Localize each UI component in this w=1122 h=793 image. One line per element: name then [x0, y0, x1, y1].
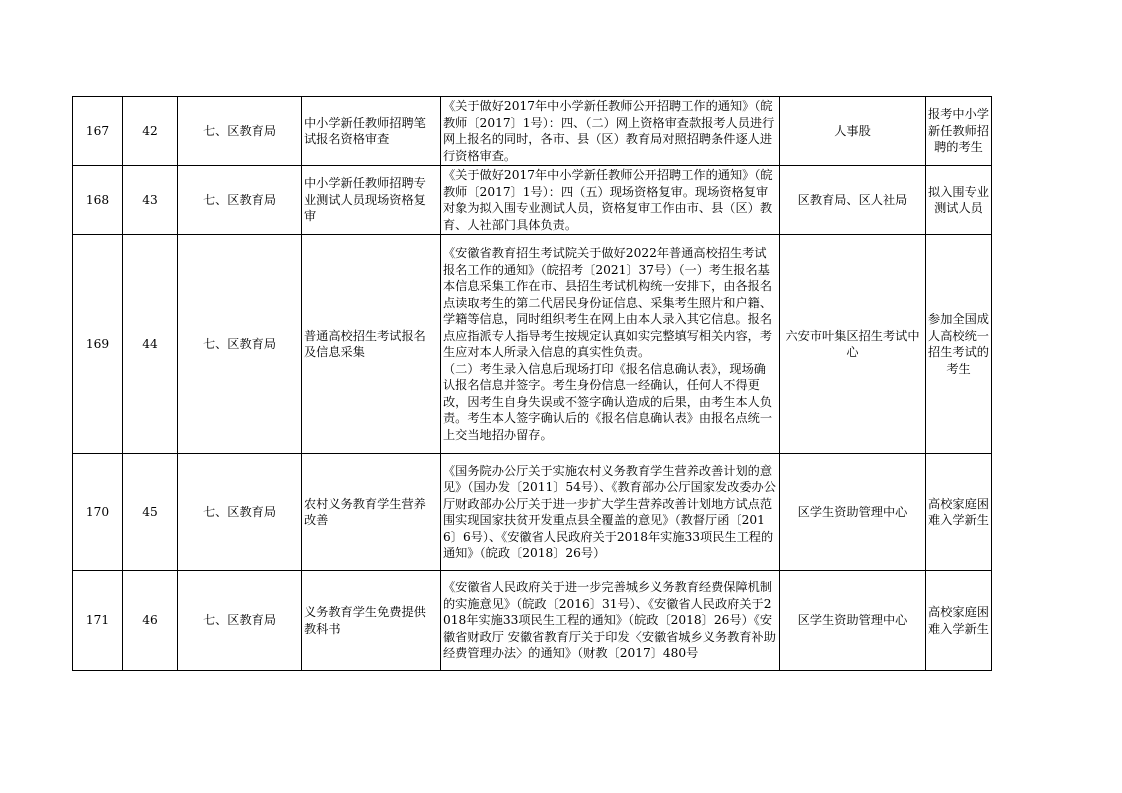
- sub-number: 44: [123, 235, 178, 454]
- sub-number: 46: [123, 571, 178, 671]
- row-number: 170: [73, 454, 123, 571]
- target-group: 高校家庭困难入学新生: [926, 454, 992, 571]
- responsible-org: 人事股: [780, 97, 926, 166]
- legal-basis: [441, 166, 780, 235]
- basis-paragraph: 《安徽省人民政府关于进一步完善城乡义务教育经费保障机制的实施意见》（皖政〔2016〕31号）、《安徽省人民政府关于2018年实施33项民生工程的通知》（皖政〔2018〕26号）《安徽省财政厅 安徽省教育厅关于印发〈安徽省城乡义务教育补助经费管理办法〉的通知》（财教〔2017〕480号: [443, 580, 776, 661]
- sub-number: 45: [123, 454, 178, 571]
- legal-basis: [441, 571, 780, 671]
- basis-paragraph: 《安徽省教育招生考试院关于做好2022年普通高校招生考试报名工作的通知》（皖招考〔2021〕37号）（一）考生报名基本信息采集工作在市、县招生考试机构统一安排下，由各报名点读取考生的第二代居民身份证信息、采集考生照片和户籍、学籍等信息，同时组织考生在网上由本人录入其它信息。报名点应指派专人指导考生按规定认真如实完整填写相关内容，考生应对本人所录入信息的真实性负责。: [443, 246, 773, 359]
- table-row: [73, 97, 992, 166]
- department: 七、区教育局: [178, 97, 302, 166]
- department: 七、区教育局: [178, 235, 302, 454]
- row-number: 169: [73, 235, 123, 454]
- department: 七、区教育局: [178, 166, 302, 235]
- sub-number: 42: [123, 97, 178, 166]
- responsible-org: 区学生资助管理中心: [780, 571, 926, 671]
- legal-basis: [441, 454, 780, 571]
- target-group: 拟入围专业测试人员: [926, 166, 992, 235]
- department: 七、区教育局: [178, 454, 302, 571]
- basis-paragraph: 《国务院办公厅关于实施农村义务教育学生营养改善计划的意见》（国办发〔2011〕54号）、《教育部办公厅国家发改委办公厅财政部办公厅关于进一步扩大学生营养改善计划地方试点范围实现国家扶贫开发重点县全覆盖的意见》（教督厅函〔2016〕6号）、《安徽省人民政府关于2018年实施33项民生工程的通知》（皖政〔2018〕26号）: [443, 463, 776, 560]
- basis-paragraph: 《关于做好2017年中小学新任教师公开招聘工作的通知》（皖教师〔2017〕1号）：四、（二）网上资格审查款报考人员进行网上报名的同时，各市、县（区）教育局对照招聘条件逐人进行资格审查。: [443, 99, 775, 163]
- responsible-org: 区学生资助管理中心: [780, 454, 926, 571]
- responsible-org: 六安市叶集区招生考试中心: [780, 235, 926, 454]
- service-item: 义务教育学生免费提供教科书: [302, 571, 441, 671]
- legal-basis: [441, 235, 780, 454]
- table-row: [73, 166, 992, 235]
- table-row: [73, 571, 992, 671]
- row-number: 167: [73, 97, 123, 166]
- basis-paragraph: （二）考生录入信息后现场打印《报名信息确认表》，现场确认报名信息并签字。考生身份信息一经确认，任何人不得更改，因考生自身失误或不签字确认造成的后果，由考生本人负责。考生本人签字确认后的《报名信息确认表》由报名点统一上交当地招办留存。: [443, 361, 773, 442]
- legal-basis: [441, 97, 780, 166]
- target-group: 高校家庭困难入学新生: [926, 571, 992, 671]
- service-item: 中小学新任教师招聘专业测试人员现场资格复审: [302, 166, 441, 235]
- target-group: 报考中小学新任教师招聘的考生: [926, 97, 992, 166]
- target-group: 参加全国成人高校统一招生考试的考生: [926, 235, 992, 454]
- row-number: 171: [73, 571, 123, 671]
- matters-table: [72, 96, 992, 671]
- department: 七、区教育局: [178, 571, 302, 671]
- basis-paragraph: 《关于做好2017年中小学新任教师公开招聘工作的通知》（皖教师〔2017〕1号）：四（五）现场资格复审。现场资格复审对象为拟入围专业测试人员，资格复审工作由市、县（区）教育、人社部门具体负责。: [443, 168, 773, 232]
- service-item: 农村义务教育学生营养改善: [302, 454, 441, 571]
- responsible-org: 区教育局、区人社局: [780, 166, 926, 235]
- table-row: [73, 235, 992, 454]
- service-item: 普通高校招生考试报名及信息采集: [302, 235, 441, 454]
- service-item: 中小学新任教师招聘笔试报名资格审查: [302, 97, 441, 166]
- table-row: [73, 454, 992, 571]
- table-body: [73, 97, 992, 671]
- sub-number: 43: [123, 166, 178, 235]
- row-number: 168: [73, 166, 123, 235]
